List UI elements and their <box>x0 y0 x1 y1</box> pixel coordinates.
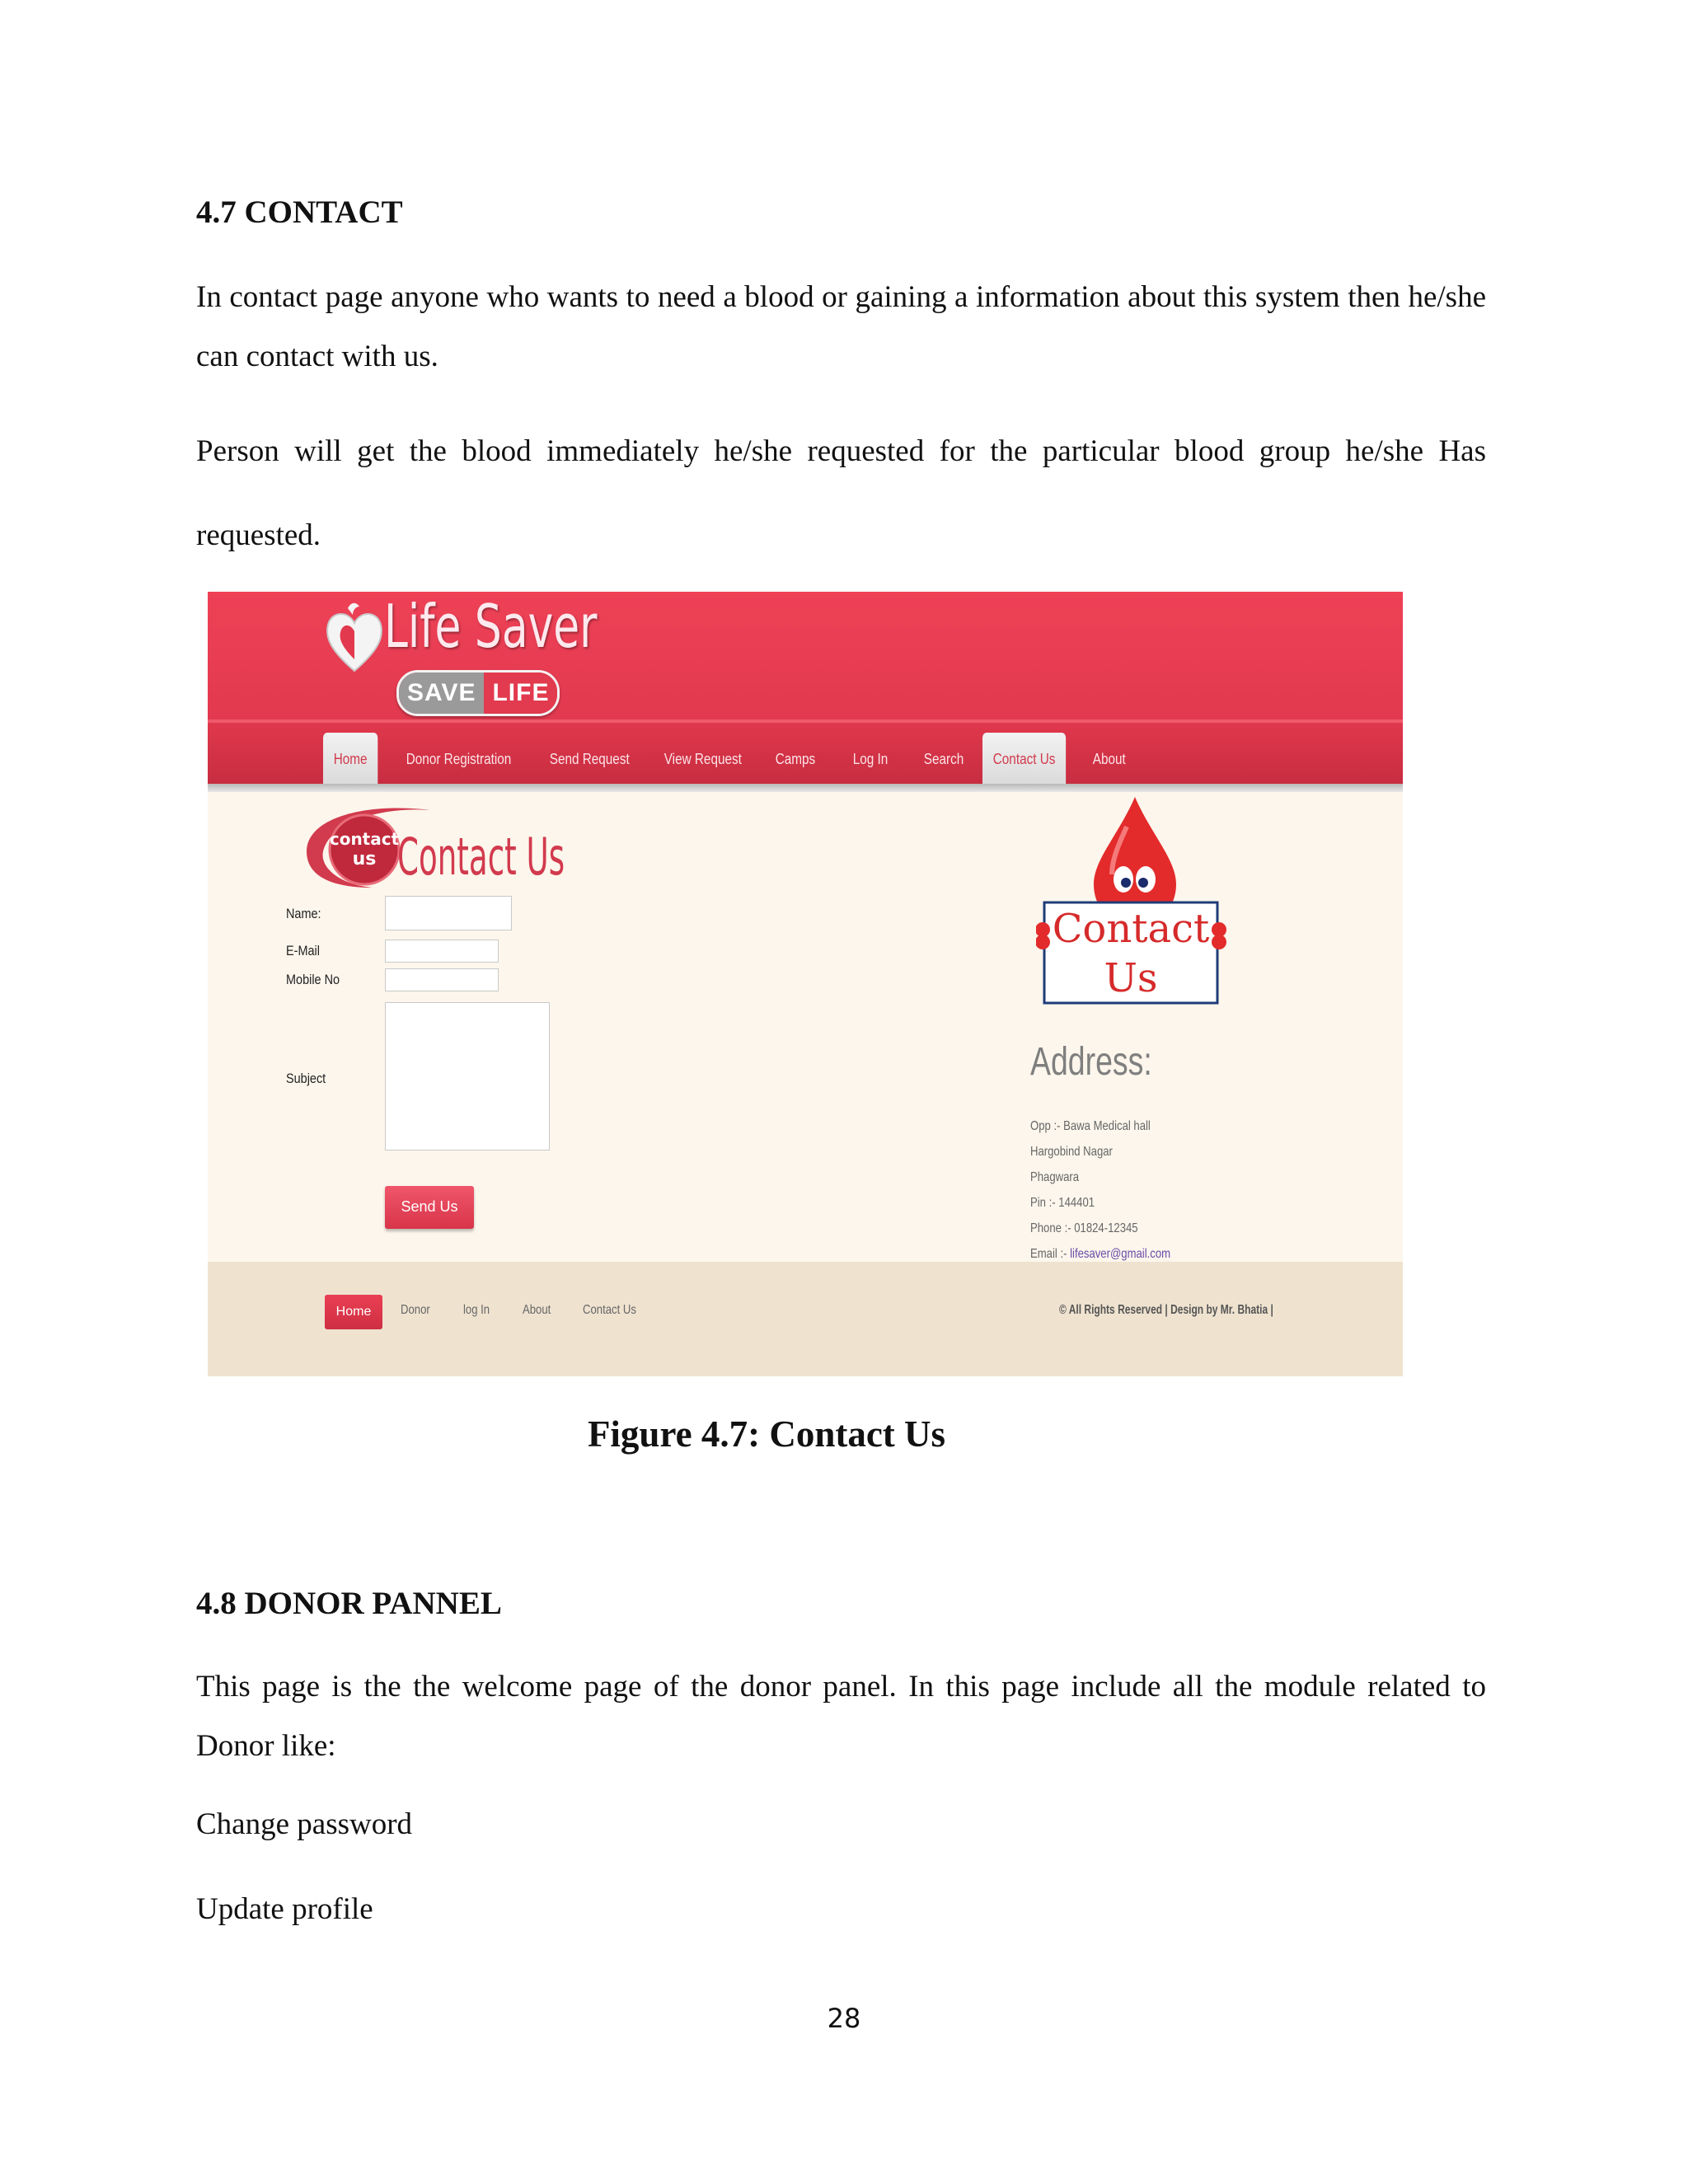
list-item-change-password: Change password <box>196 1807 413 1841</box>
page-number: 28 <box>827 2003 861 2034</box>
name-label: Name: <box>286 906 321 921</box>
nav-view-request[interactable]: View Request <box>663 751 742 767</box>
contact-logo-badge-2: us <box>352 849 377 869</box>
main-nav <box>208 719 1403 787</box>
contact-us-screenshot <box>208 592 1403 1376</box>
contact-logo-badge-1: contact <box>329 829 400 849</box>
donor-paragraph: This page is the the welcome page of the donor panel. In this page include all the module related to Donor like: <box>196 1670 1486 1763</box>
subject-textarea[interactable] <box>385 1002 550 1151</box>
sign-line-2: Us <box>1104 955 1158 1001</box>
figure-caption: Figure 4.7: Contact Us <box>587 1413 946 1455</box>
footer-home-button[interactable]: Home <box>325 1295 382 1329</box>
nav-search[interactable]: Search <box>923 751 964 767</box>
footer-about-link[interactable]: About <box>523 1303 551 1317</box>
contact-paragraph-1: In contact page anyone who wants to need a blood or gaining a information about this system then he/she can contact with us. <box>196 280 1486 373</box>
footer-donor-link[interactable]: Donor <box>401 1303 430 1317</box>
nav-divider <box>208 784 1403 792</box>
footer-login-link[interactable]: log In <box>463 1303 490 1317</box>
email-link[interactable]: lifesaver@gmail.com <box>1070 1247 1171 1261</box>
section-heading-contact: 4.7 CONTACT <box>196 194 403 230</box>
address-line-2: Hargobind Nagar <box>1030 1145 1113 1159</box>
address-heading: Address: <box>1030 1040 1152 1084</box>
nav-about[interactable]: About <box>1092 751 1126 767</box>
email-input[interactable] <box>385 940 499 963</box>
footer-copyright: © All Rights Reserved | Design by Mr. Bhatia | <box>1059 1303 1273 1317</box>
contact-us-heading: Contact Us <box>397 827 565 887</box>
address-line-1: Opp :- Bawa Medical hall <box>1030 1119 1151 1133</box>
site-footer <box>208 1262 1403 1376</box>
mobile-input[interactable] <box>385 968 499 991</box>
email-label: E-Mail <box>286 943 320 958</box>
address-line-3: Phagwara <box>1030 1170 1080 1184</box>
nav-home[interactable]: Home <box>323 733 377 790</box>
mobile-label: Mobile No <box>286 972 340 987</box>
blood-drop-mascot-icon <box>1036 794 1234 1012</box>
footer-contact-link[interactable]: Contact Us <box>583 1303 636 1317</box>
nav-camps[interactable]: Camps <box>775 751 816 767</box>
subject-label: Subject <box>286 1071 326 1086</box>
nav-donor-registration[interactable]: Donor Registration <box>406 751 512 767</box>
contact-content <box>208 792 1403 1262</box>
address-line-5: Phone :- 01824-12345 <box>1030 1221 1138 1235</box>
address-email-line <box>1030 1247 1170 1262</box>
name-input[interactable] <box>385 896 512 930</box>
nav-send-request[interactable]: Send Request <box>549 751 630 767</box>
list-item-update-profile: Update profile <box>196 1892 373 1926</box>
nav-log-in[interactable]: Log In <box>852 751 889 767</box>
sign-line-1: Contact <box>1052 906 1210 952</box>
send-us-button[interactable]: Send Us <box>385 1186 474 1229</box>
nav-contact-us[interactable]: Contact Us <box>982 733 1066 790</box>
contact-us-logo <box>290 802 565 893</box>
badge-life: LIFE <box>484 673 557 714</box>
save-life-badge <box>396 670 560 716</box>
contact-paragraph-2: Person will get the blood immediately he/she requested for the particular blood group he/she Has requested. <box>196 434 1486 552</box>
address-line-4: Pin :- 144401 <box>1030 1196 1095 1210</box>
site-header <box>208 592 1403 719</box>
email-prefix: Email :- <box>1030 1247 1071 1261</box>
site-logo[interactable] <box>323 592 598 724</box>
heart-drop-icon <box>323 602 386 673</box>
section-heading-donor-pannel: 4.8 DONOR PANNEL <box>196 1586 502 1621</box>
badge-save: SAVE <box>399 673 484 714</box>
site-title: Life Saver <box>384 592 598 661</box>
